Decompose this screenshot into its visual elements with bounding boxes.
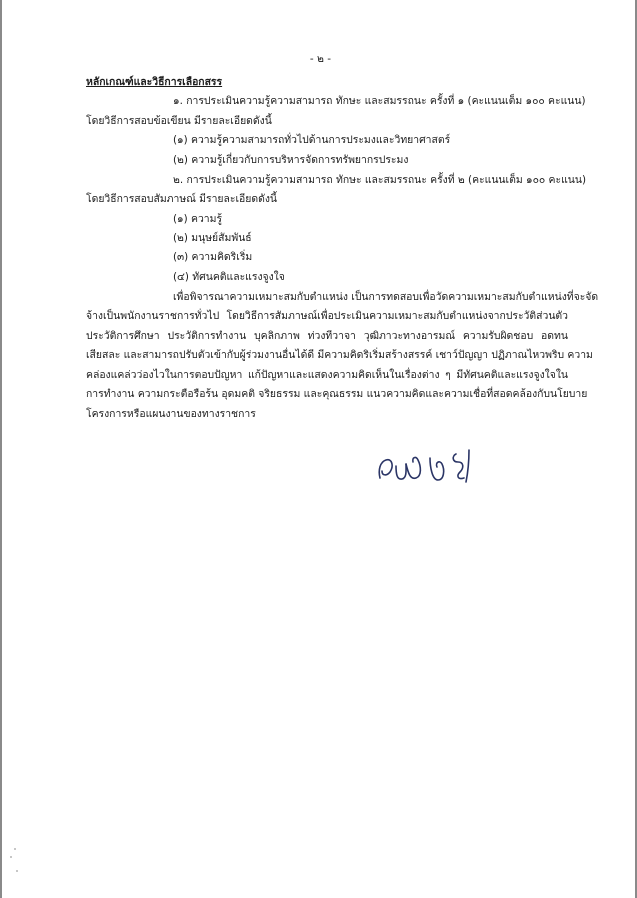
- paragraph-line-5: คล่องแคล่วว่องไวในการตอบปัญหา แก้ปัญหาและแสดงความคิดเห็นในเรื่องต่าง ๆ มีทัศนคติและแรงจูงใจใน: [86, 369, 568, 381]
- criterion-2-item-4: (๔) ทัศนคติและแรงจูงใจ: [173, 271, 285, 283]
- section-heading: หลักเกณฑ์และวิธีการเลือกสรร: [86, 76, 223, 88]
- paragraph-line-4: เสียสละ และสามารถปรับตัวเข้ากับผู้ร่วมงานอื่นได้ดี มีความคิดริเริ่มสร้างสรรค์ เชาว์ปัญญา ปฏิภาณไหวพริบ ความ: [86, 349, 593, 361]
- criterion-1-title: ๑. การประเมินความรู้ความสามารถ ทักษะ และสมรรถนะ ครั้งที่ ๑ (คะแนนเต็ม ๑๐๐ คะแนน): [173, 95, 586, 107]
- criterion-2-item-1: (๑) ความรู้: [173, 213, 223, 225]
- criterion-1-item-2: (๒) ความรู้เกี่ยวกับการบริหารจัดการทรัพยากรประมง: [173, 154, 409, 166]
- paragraph-line-3: ประวัติการศึกษา ประวัติการทำงาน บุคลิกภาพ ท่วงทีวาจา วุฒิภาวะทางอารมณ์ ความรับผิดชอบ อดทน: [86, 330, 568, 342]
- scan-speck: [14, 848, 16, 850]
- criterion-2-item-3: (๓) ความคิดริเริ่ม: [173, 251, 253, 263]
- paragraph-line-1: เพื่อพิจารณาความเหมาะสมกับตำแหน่ง เป็นการทดสอบเพื่อวัดความเหมาะสมกับตำแหน่งที่จะจัด: [173, 291, 599, 303]
- paragraph-line-7: โครงการหรือแผนงานของทางราชการ: [86, 408, 256, 420]
- paragraph-line-2: จ้างเป็นพนักงานราชการทั่วไป โดยวิธีการสัมภาษณ์เพื่อประเมินความเหมาะสมกับตำแหน่งจากประวัติส่วนตัว: [86, 310, 568, 322]
- handwritten-signature: [372, 440, 482, 490]
- criterion-2-item-2: (๒) มนุษย์สัมพันธ์: [173, 232, 252, 244]
- criterion-2-title: ๒. การประเมินความรู้ความสามารถ ทักษะ และสมรรถนะ ครั้งที่ ๒ (คะแนนเต็ม ๑๐๐ คะแนน): [173, 174, 587, 186]
- paragraph-line-6: การทำงาน ความกระตือรือร้น อุดมคติ จริยธรรม และคุณธรรม แนวความคิดและความเชื่อที่สอดคล้องกับนโยบาย: [86, 388, 588, 400]
- criterion-2-method: โดยวิธีการสอบสัมภาษณ์ มีรายละเอียดดังนี้: [86, 193, 277, 205]
- scan-speck: [10, 856, 12, 858]
- page-number: - ๒ -: [309, 53, 332, 65]
- scan-speck: [16, 870, 18, 872]
- criterion-1-item-1: (๑) ความรู้ความสามารถทั่วไปด้านการประมงและวิทยาศาสตร์: [173, 134, 451, 146]
- criterion-1-method: โดยวิธีการสอบข้อเขียน มีรายละเอียดดังนี้: [86, 115, 272, 127]
